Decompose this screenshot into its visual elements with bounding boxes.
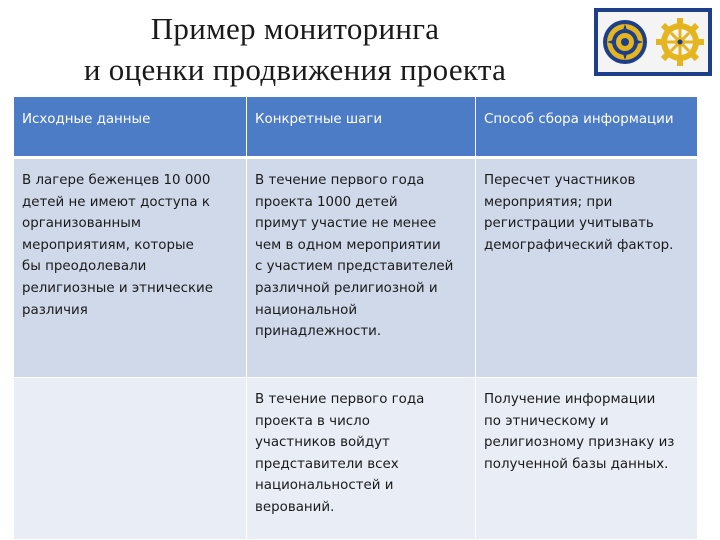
table-row — [14, 159, 698, 378]
table-header-row — [14, 97, 698, 159]
title-line-2: и оценки продвижения проекта — [83, 52, 507, 87]
title-line-1: Пример мониторинга — [150, 11, 440, 46]
monitoring-table — [14, 97, 698, 540]
slide-title — [0, 8, 590, 90]
table-cell — [476, 378, 698, 540]
rotary-logo — [594, 8, 712, 76]
cell-text: В течение первого года проекта в число участников войдут представители всех национальностей и верований. — [255, 392, 425, 515]
header-concrete-steps: Конкретные шаги — [247, 97, 476, 159]
cell-text: В лагере беженцев 10 000 детей не имеют доступа к организованным мероприятиям, которые бы преодолевали религиозные и этнические различия — [22, 173, 213, 318]
header-collection-method: Способ сбора информации — [476, 97, 698, 159]
rotary-gear-icon — [655, 17, 705, 67]
table-cell — [14, 378, 247, 540]
cell-text: В течение первого года проекта 1000 детей примут участие не менее чем в одном мероприятии с участием представителей различной религиозной и национальной принадлежности. — [255, 173, 454, 340]
table-row — [14, 378, 698, 540]
table-cell — [247, 159, 476, 378]
cell-text: Получение информации по этническому и религиозному признаку из полученной базы данных. — [484, 392, 675, 472]
rotaract-emblem-icon — [601, 18, 649, 66]
table-cell — [14, 159, 247, 378]
header-initial-data: Исходные данные — [14, 97, 247, 159]
cell-text: Пересчет участников мероприятия; при регистрации учитывать демографический фактор. — [484, 173, 674, 253]
table-cell — [476, 159, 698, 378]
table-cell — [247, 378, 476, 540]
